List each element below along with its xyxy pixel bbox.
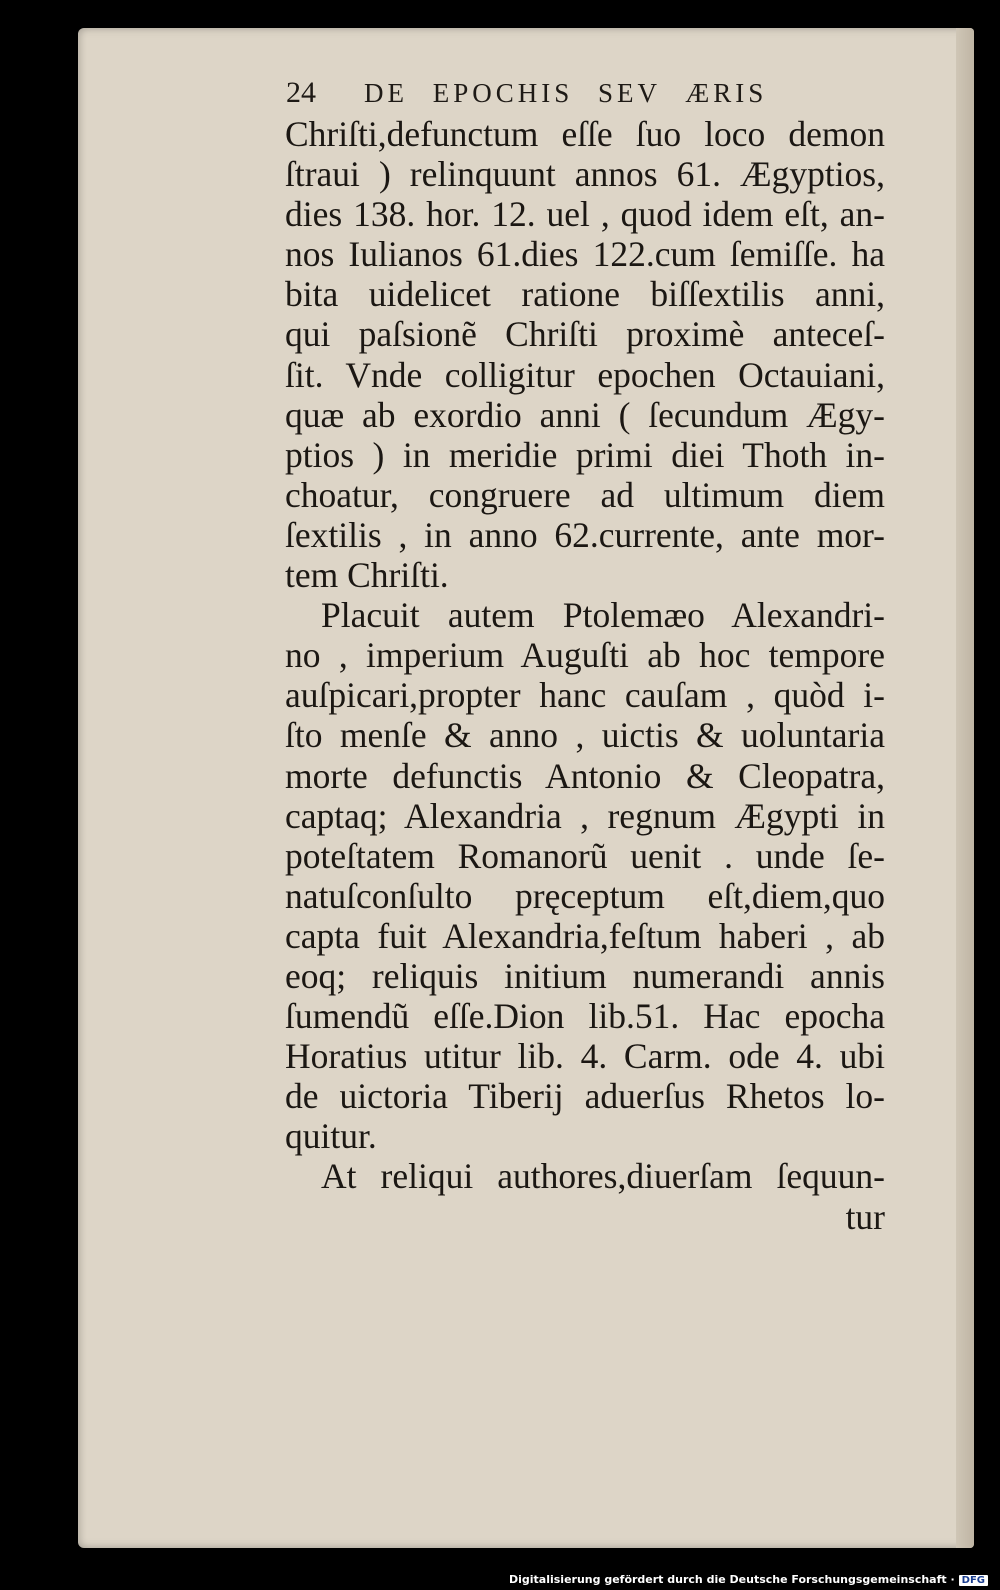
text-line: quitur. [285,1116,377,1157]
text-block [285,114,885,1237]
text-line: de uictoria Tiberij aduerſus Rhetos lo- [285,1076,885,1117]
text-line: ptios ) in meridie primi diei Thoth in- [285,434,885,475]
text-line: captaq; Alexandria , regnum Ægypti in [285,795,885,836]
paragraph-start-line: At reliqui authores,diuerſam ſequun- [321,1156,885,1197]
text-line: qui paſsionẽ Chriſti proximè anteceſ- [285,314,885,355]
page-number: 24 [286,76,316,109]
text-line: quæ ab exordio anni ( ſecundum Ægy- [285,394,885,435]
running-title: DE EPOCHIS SEV ÆRIS [364,78,768,108]
text-line: ſextilis , in anno 62.currente, ante mor- [285,514,885,555]
paragraph-start-line: Placuit autem Ptolemæo Alexandri- [321,595,885,636]
text-line: morte defunctis Antonio & Cleopatra, [285,755,885,796]
running-head [286,76,886,110]
catchword: tur [845,1196,885,1237]
text-line: Chriſti,defunctum eſſe ſuo loco demon [285,114,885,154]
text-line: capta fuit Alexandria,feſtum haberi , ab [285,915,885,956]
text-line: ſto menſe & anno , uictis & uoluntaria [285,715,885,756]
digitization-credit [509,1573,988,1586]
text-line: poteſtatem Romanorũ uenit . unde ſe- [285,835,885,876]
text-line: bita uidelicet ratione biſſextilis anni, [285,274,885,315]
text-line: natuſconſulto pręceptum eſt,diem,quo [285,875,885,916]
dfg-logo: DFG [959,1575,988,1586]
text-line: Horatius utitur lib. 4. Carm. ode 4. ubi [285,1036,885,1077]
text-line: auſpicari,propter hanc cauſam , quòd i- [285,675,885,716]
text-line: eoq; reliquis initium numerandi annis [285,955,885,996]
page-edge [956,28,974,1548]
text-line: ſit. Vnde colligitur epochen Octauiani, [285,354,885,395]
text-line: dies 138. hor. 12. uel , quod idem eſt, an- [285,194,885,235]
text-line: choatur, congruere ad ultimum diem [285,474,885,515]
credit-text: Digitalisierung gefördert durch die Deutsche Forschungsgemeinschaft · [508,1573,955,1586]
text-line: ſumendũ eſſe.Dion lib.51. Hac epocha [285,996,885,1037]
text-line: tem Chriſti. [285,555,449,596]
text-line: ſtraui ) relinquunt annos 61. Ægyptios, [285,154,885,195]
text-line: no , imperium Auguſti ab hoc tempore [285,635,885,676]
text-line: nos Iulianos 61.dies 122.cum ſemiſſe. ha [285,234,885,275]
